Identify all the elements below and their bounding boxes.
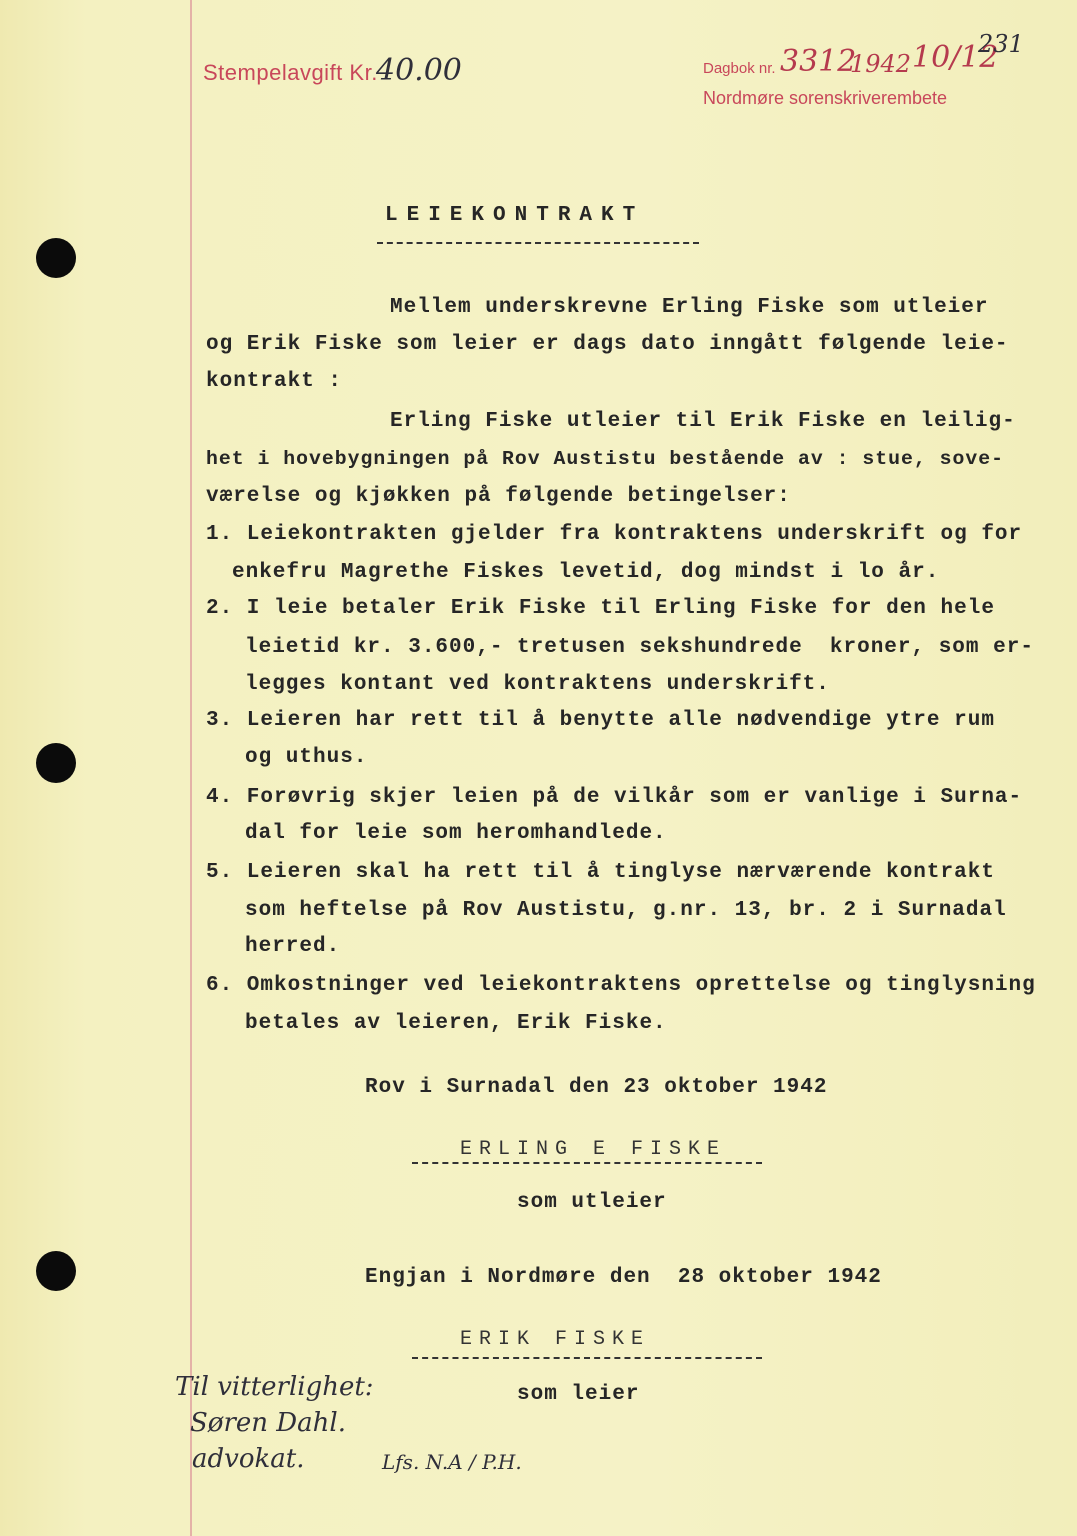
journal-date: 10/12 [912, 40, 999, 75]
body-line: herred. [245, 935, 341, 958]
clause-6: 6. Omkostninger ved leiekontraktens oprettelse og tinglysning [206, 974, 1036, 997]
body-line: dal for leie som heromhandlede. [245, 822, 667, 845]
journal-label: Dagbok nr. [703, 60, 776, 77]
witness-title: advokat. [192, 1444, 305, 1474]
place-date-lessor: Rov i Surnadal den 23 oktober 1942 [365, 1076, 828, 1099]
body-line: og uthus. [245, 746, 368, 769]
office-stamp: Nordmøre sorenskriverembete [703, 88, 948, 108]
lessor-signature-line [412, 1162, 762, 1164]
witness-name: Søren Dahl. [190, 1408, 346, 1438]
body-line: legges kontant ved kontraktens underskrift. [245, 673, 830, 696]
body-line: værelse og kjøkken på følgende betingelser: [206, 485, 791, 508]
body-line: het i hovebygningen på Rov Austistu bestående av : stue, sove- [206, 448, 1004, 470]
lessee-name: ERIK FISKE [460, 1328, 651, 1351]
stamp-duty-amount: 40.00 [376, 53, 462, 88]
stamp-duty-label: Stempelavgift Kr. [203, 60, 378, 85]
lessee-signature-line [412, 1357, 762, 1359]
body-line: leietid kr. 3.600,- tretusen sekshundrede kroner, som er- [245, 636, 1034, 659]
body-line: betales av leieren, Erik Fiske. [245, 1012, 667, 1035]
body-line: Mellem underskrevne Erling Fiske som utleier [390, 296, 989, 319]
body-line: og Erik Fiske som leier er dags dato inngått følgende leie- [206, 333, 1009, 356]
journal-number: 3312 [780, 44, 857, 79]
body-line: enkefru Magrethe Fiskes levetid, dog mindst i lo år. [232, 561, 940, 584]
lessor-name: ERLING E FISKE [460, 1138, 727, 1161]
clerk-initials: Lfs. N.A / P.H. [382, 1450, 522, 1474]
punch-hole-middle [36, 743, 76, 783]
clause-2: 2. I leie betaler Erik Fiske til Erling Fiske for den hele [206, 597, 995, 620]
body-line: Erling Fiske utleier til Erik Fiske en leilig- [390, 410, 1016, 433]
title-underline [377, 242, 699, 244]
witness-line: Til vitterlighet: [175, 1372, 374, 1402]
clause-4: 4. Forøvrig skjer leien på de vilkår som er vanlige i Surna- [206, 786, 1023, 809]
clause-3: 3. Leieren har rett til å benytte alle nødvendige ytre rum [206, 709, 995, 732]
clause-5: 5. Leieren skal ha rett til å tinglyse nærværende kontrakt [206, 861, 995, 884]
contract-title: LEIEKONTRAKT [385, 204, 645, 227]
punch-hole-bottom [36, 1251, 76, 1291]
punch-hole-top [36, 238, 76, 278]
place-date-lessee: Engjan i Nordmøre den 28 oktober 1942 [365, 1266, 882, 1289]
lessee-role: som leier [517, 1383, 640, 1406]
clause-1: 1. Leiekontrakten gjelder fra kontraktens underskrift og for [206, 523, 1023, 546]
journal-year: 1942 [850, 50, 912, 78]
body-line: som heftelse på Rov Austistu, g.nr. 13, br. 2 i Surnadal [245, 899, 1007, 922]
lessor-role: som utleier [517, 1191, 667, 1214]
body-line: kontrakt : [206, 370, 343, 393]
page-number: 231 [978, 30, 1024, 58]
margin-rule [190, 0, 192, 1536]
